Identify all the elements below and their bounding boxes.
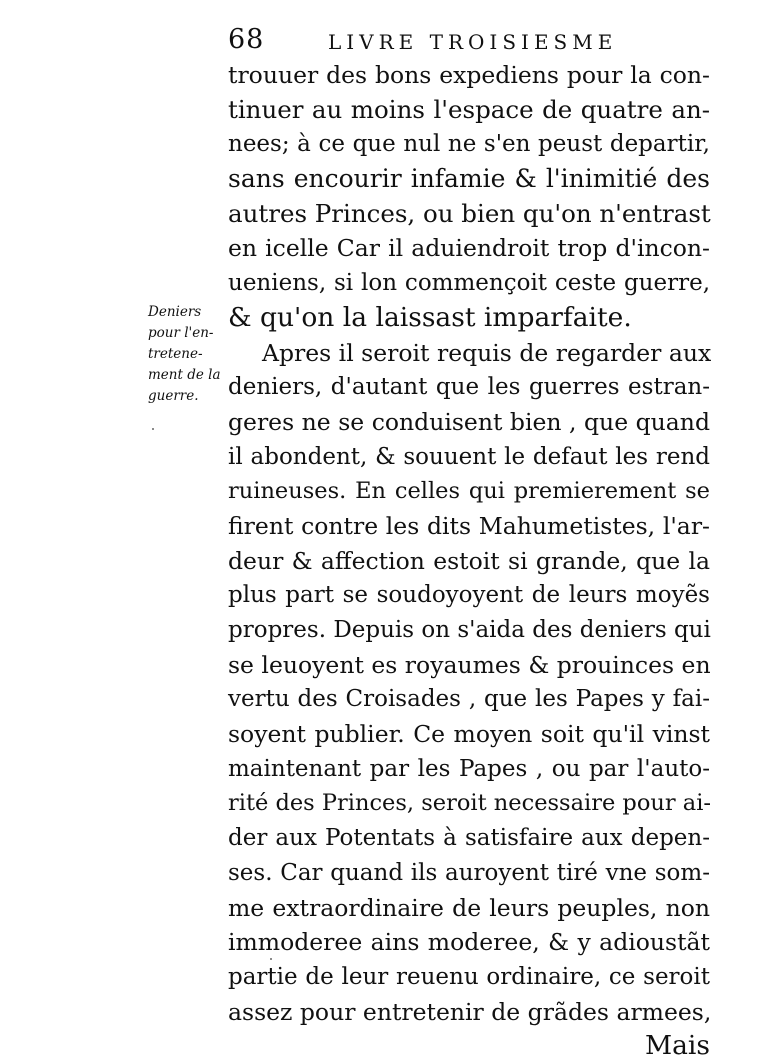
text-line: en icelle Car il aduiendroit trop d'incon-	[228, 234, 710, 263]
text-line: trouuer des bons expediens pour la con-	[228, 61, 710, 89]
text-line: der aux Potentats à satisfaire aux depen-	[228, 825, 710, 852]
text-line: il abondent, & souuent le defaut les rend	[228, 443, 710, 470]
margin-note-line: Deniers	[148, 304, 202, 320]
margin-note	[148, 302, 232, 407]
ink-speck	[152, 428, 154, 430]
text-line: propres. Depuis on s'aida des deniers qui	[228, 617, 711, 643]
text-line: me extraordinaire de leurs peuples, non	[228, 893, 710, 922]
text-line: ses. Car quand ils auroyent tiré vne som-	[228, 859, 710, 886]
text-line: plus part se soudoyoyent de leurs moyẽs	[228, 582, 710, 609]
text-line: deniers, d'autant que les guerres estran-	[228, 374, 710, 401]
running-head: LIVRE TROISIESME	[328, 30, 618, 54]
text-line: assez pour entretenir de grãdes armees,	[228, 997, 712, 1026]
text-line: se leuoyent es royaumes & prouinces en	[228, 650, 711, 679]
text-line: rité des Princes, seroit necessaire pour ai-	[228, 790, 711, 817]
text-line-paragraph-end: & qu'on la laissast imparfaite.	[228, 301, 632, 333]
text-line: tinuer au moins l'espace de quatre an-	[228, 94, 710, 124]
page-number: 68	[228, 24, 265, 55]
text-line: ruineuses. En celles qui premierement se	[228, 478, 710, 505]
text-line: soyent publier. Ce moyen soit qu'il vinst	[228, 720, 710, 749]
margin-note-line: pour l'en-	[148, 325, 214, 341]
page-header	[228, 24, 708, 58]
text-line-paragraph-start: Apres il seroit requis de regarder aux	[262, 338, 712, 367]
body-text	[228, 58, 710, 1064]
margin-note-line: guerre.	[148, 388, 199, 404]
text-line: autres Princes, ou bien qu'on n'entrast	[228, 198, 711, 228]
text-line: partie de leur reuenu ordinaire, ce seroit	[228, 963, 710, 990]
text-line: sans encourir infamie & l'inimitié des	[228, 164, 710, 194]
text-line: geres ne se conduisent bien , que quand	[228, 407, 710, 436]
catchword: Mais	[644, 1030, 710, 1062]
margin-note-line: ment de la	[148, 367, 221, 383]
ink-speck	[270, 958, 272, 960]
text-line: deur & affection estoit si grande, que la	[228, 546, 710, 575]
margin-note-line: tretene-	[148, 346, 203, 362]
text-line: firent contre les dits Mahumetistes, l'ar-	[228, 511, 710, 540]
text-line: vertu des Croisades , que les Papes y fai-	[228, 686, 710, 713]
text-line: immoderee ains moderee, & y adioustãt	[228, 928, 710, 957]
text-line: nees; à ce que nul ne s'en peust departir,	[228, 131, 710, 158]
text-line: maintenant par les Papes , ou par l'auto-	[228, 755, 710, 782]
text-line: ueniens, si lon commençoit ceste guerre,	[228, 270, 710, 297]
